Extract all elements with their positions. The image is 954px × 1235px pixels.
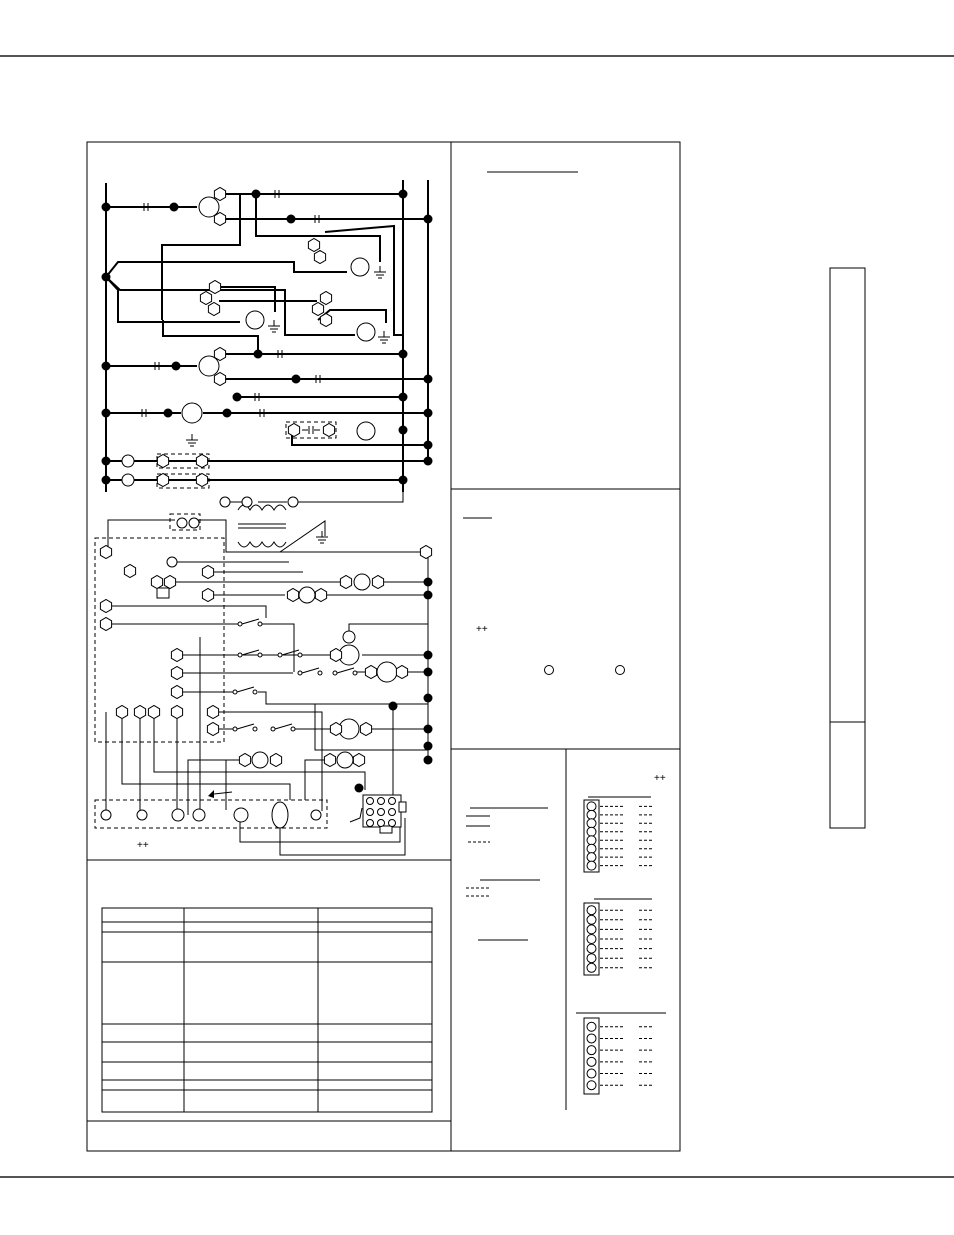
component-circle bbox=[189, 518, 199, 528]
component-circle bbox=[167, 557, 177, 567]
plus-mark-terminal: ++ bbox=[654, 773, 666, 784]
connector-hex bbox=[148, 706, 159, 719]
connector-hex bbox=[396, 666, 407, 679]
terminal-circle bbox=[587, 802, 596, 811]
board-pin bbox=[389, 798, 396, 805]
terminal-circle bbox=[587, 1046, 596, 1055]
junction-dot bbox=[399, 426, 408, 435]
board-pin bbox=[389, 820, 396, 827]
connector-hex bbox=[207, 723, 218, 736]
power-wiring bbox=[106, 180, 428, 492]
junction-dot bbox=[287, 215, 296, 224]
connector-hex bbox=[116, 706, 127, 719]
connector-hex bbox=[320, 314, 331, 327]
switch-terminal bbox=[298, 653, 302, 657]
junction-dot bbox=[172, 362, 181, 371]
frame bbox=[87, 142, 680, 1151]
panel-underlines bbox=[463, 172, 666, 1013]
capacitor-oval bbox=[272, 802, 288, 828]
terminal-circle bbox=[587, 827, 596, 836]
board-pin bbox=[367, 809, 374, 816]
terminal-circle bbox=[587, 963, 596, 972]
connector-hex bbox=[124, 565, 135, 578]
switch-terminal bbox=[278, 653, 282, 657]
terminal-circle bbox=[587, 819, 596, 828]
junction-dot bbox=[102, 362, 111, 371]
component-table bbox=[102, 908, 432, 1112]
switch-blade bbox=[337, 668, 354, 673]
terminal-circle bbox=[587, 935, 596, 944]
junction-dot bbox=[424, 457, 433, 466]
connector-hex bbox=[288, 424, 299, 437]
connector-hex bbox=[202, 589, 213, 602]
junction-dot bbox=[424, 668, 433, 677]
connector-hex bbox=[200, 292, 211, 305]
switch-blade bbox=[275, 724, 292, 729]
junction-dot bbox=[399, 350, 408, 359]
connector-hex bbox=[207, 706, 218, 719]
connector-hex bbox=[324, 754, 335, 767]
arrow-head bbox=[208, 790, 214, 798]
switch-terminal bbox=[238, 622, 242, 626]
connector-hex bbox=[365, 666, 376, 679]
connector-hex bbox=[315, 589, 326, 602]
terminal-circle bbox=[587, 853, 596, 862]
component-circle bbox=[288, 497, 298, 507]
component-circle bbox=[343, 631, 355, 643]
connector-hex bbox=[208, 303, 219, 316]
switch-terminal bbox=[253, 690, 257, 694]
switch-blade bbox=[237, 724, 254, 729]
component-circle bbox=[199, 197, 219, 217]
switch-terminal bbox=[258, 622, 262, 626]
junction-dot bbox=[424, 215, 433, 224]
switch-terminal bbox=[318, 671, 322, 675]
defrost-board-tab-2 bbox=[380, 826, 392, 833]
junction-dot bbox=[355, 784, 364, 793]
component-circle bbox=[193, 809, 205, 821]
junction-dot bbox=[102, 273, 111, 282]
connector-hex bbox=[157, 474, 168, 487]
terminal-circle bbox=[587, 915, 596, 924]
component-circle bbox=[122, 474, 134, 486]
junction-dot bbox=[102, 409, 111, 418]
legend-circle-b bbox=[616, 666, 625, 675]
switch-blade bbox=[242, 619, 259, 624]
legend-circle-a bbox=[545, 666, 554, 675]
terminal-circle bbox=[587, 861, 596, 870]
component-circle bbox=[357, 422, 375, 440]
connector-hex bbox=[100, 618, 111, 631]
switch-blade bbox=[242, 650, 259, 655]
junction-dot bbox=[223, 409, 232, 418]
junction-dot bbox=[254, 350, 263, 359]
relay-box bbox=[157, 588, 169, 598]
connector-hex bbox=[308, 239, 319, 252]
junction-dot bbox=[233, 393, 242, 402]
junction-dot bbox=[424, 694, 433, 703]
connector-hex bbox=[214, 348, 225, 361]
junction-dot bbox=[102, 476, 111, 485]
component-circle bbox=[357, 323, 375, 341]
junction-dot bbox=[424, 409, 433, 418]
connector-hex bbox=[330, 649, 341, 662]
connector-hex bbox=[196, 455, 207, 468]
arrow-line bbox=[214, 792, 232, 794]
terminal-circle bbox=[587, 1069, 596, 1078]
switch-blade bbox=[302, 668, 319, 673]
switch-blade bbox=[237, 687, 254, 692]
terminal-circle bbox=[587, 925, 596, 934]
connector-hex bbox=[100, 546, 111, 559]
connector-hex bbox=[214, 373, 225, 386]
junction-dot bbox=[424, 742, 433, 751]
connector-hex bbox=[196, 474, 207, 487]
plus-mark-schematic: ++ bbox=[137, 840, 149, 851]
connector-hex bbox=[239, 754, 250, 767]
component-circle bbox=[299, 587, 315, 603]
junction-dot bbox=[399, 476, 408, 485]
component-circle bbox=[172, 809, 184, 821]
switch-terminal bbox=[353, 671, 357, 675]
connector-hex bbox=[171, 667, 182, 680]
junction-dot bbox=[399, 393, 408, 402]
junction-dot bbox=[102, 457, 111, 466]
component-circle bbox=[242, 497, 252, 507]
terminal-circle bbox=[587, 906, 596, 915]
board-pin bbox=[378, 809, 385, 816]
junction-dot bbox=[170, 203, 179, 212]
component-circle bbox=[182, 403, 202, 423]
component-circle bbox=[252, 752, 268, 768]
plus-mark-legend: ++ bbox=[476, 624, 488, 635]
component-circle bbox=[246, 311, 264, 329]
switch-blade bbox=[282, 650, 299, 655]
component-circle bbox=[177, 518, 187, 528]
connector-hex bbox=[330, 723, 341, 736]
connector-hex bbox=[340, 576, 351, 589]
component-circle bbox=[377, 662, 397, 682]
connector-hex bbox=[164, 576, 175, 589]
legend-dashes bbox=[466, 842, 490, 896]
connector-hex bbox=[360, 723, 371, 736]
component-circle bbox=[234, 808, 248, 822]
component-circle bbox=[351, 258, 369, 276]
component-circle bbox=[337, 752, 353, 768]
terminal-circle bbox=[587, 1057, 596, 1066]
terminal-circle bbox=[587, 1034, 596, 1043]
terminal-circle bbox=[587, 954, 596, 963]
connector-hex bbox=[171, 706, 182, 719]
connector-hex bbox=[100, 600, 111, 613]
board-pin bbox=[367, 820, 374, 827]
terminal-circle bbox=[587, 1022, 596, 1031]
junction-dot bbox=[292, 375, 301, 384]
transformer-symbol bbox=[238, 505, 325, 552]
junction-dot bbox=[424, 578, 433, 587]
junction-dot bbox=[399, 190, 408, 199]
junction-dot bbox=[424, 441, 433, 450]
connector-hex bbox=[171, 649, 182, 662]
connector-hex bbox=[157, 455, 168, 468]
terminal-circle bbox=[587, 844, 596, 853]
switch-terminal bbox=[238, 653, 242, 657]
junction-dot bbox=[424, 375, 433, 384]
component-circle bbox=[220, 497, 230, 507]
connector-hex bbox=[209, 281, 220, 294]
terminal-circle bbox=[587, 810, 596, 819]
component-circle bbox=[354, 574, 370, 590]
connector-hex bbox=[314, 251, 325, 264]
connector-hex bbox=[151, 576, 162, 589]
switch-terminal bbox=[291, 727, 295, 731]
connector-hex bbox=[420, 546, 431, 559]
leader-line bbox=[350, 808, 362, 822]
switch-terminal bbox=[233, 727, 237, 731]
component-circle bbox=[199, 356, 219, 376]
switch-terminal bbox=[253, 727, 257, 731]
board-pin bbox=[378, 798, 385, 805]
switch-terminal bbox=[271, 727, 275, 731]
junction-dot bbox=[424, 651, 433, 660]
component-circle bbox=[137, 810, 147, 820]
switch-terminal bbox=[233, 690, 237, 694]
component-circle bbox=[101, 810, 111, 820]
board-pin bbox=[389, 809, 396, 816]
board-pin bbox=[367, 798, 374, 805]
terminal-circle bbox=[587, 1081, 596, 1090]
connector-hex bbox=[214, 188, 225, 201]
terminal-circle bbox=[587, 836, 596, 845]
connector-hex bbox=[353, 754, 364, 767]
switch-terminal bbox=[258, 653, 262, 657]
connector-hex bbox=[214, 213, 225, 226]
connector-hex bbox=[372, 576, 383, 589]
junction-dot bbox=[424, 725, 433, 734]
switch-terminal bbox=[298, 671, 302, 675]
connector-hex bbox=[134, 706, 145, 719]
defrost-board-tab bbox=[399, 802, 406, 812]
terminal-circle bbox=[587, 944, 596, 953]
connector-hex bbox=[270, 754, 281, 767]
junction-dot bbox=[424, 756, 433, 765]
junction-dot bbox=[252, 190, 261, 199]
connector-hex bbox=[202, 566, 213, 579]
board-pin bbox=[378, 820, 385, 827]
connector-hex bbox=[287, 589, 298, 602]
switch-terminal bbox=[333, 671, 337, 675]
connector-hex bbox=[171, 686, 182, 699]
connector-hex bbox=[312, 303, 323, 316]
junction-dot bbox=[424, 591, 433, 600]
component-circle bbox=[311, 810, 321, 820]
junction-dot bbox=[389, 702, 398, 711]
junction-dot bbox=[102, 203, 111, 212]
component-circle bbox=[122, 455, 134, 467]
side-tab bbox=[830, 268, 865, 828]
connector-hex bbox=[323, 424, 334, 437]
connector-hex bbox=[320, 292, 331, 305]
junction-dot bbox=[164, 409, 173, 418]
